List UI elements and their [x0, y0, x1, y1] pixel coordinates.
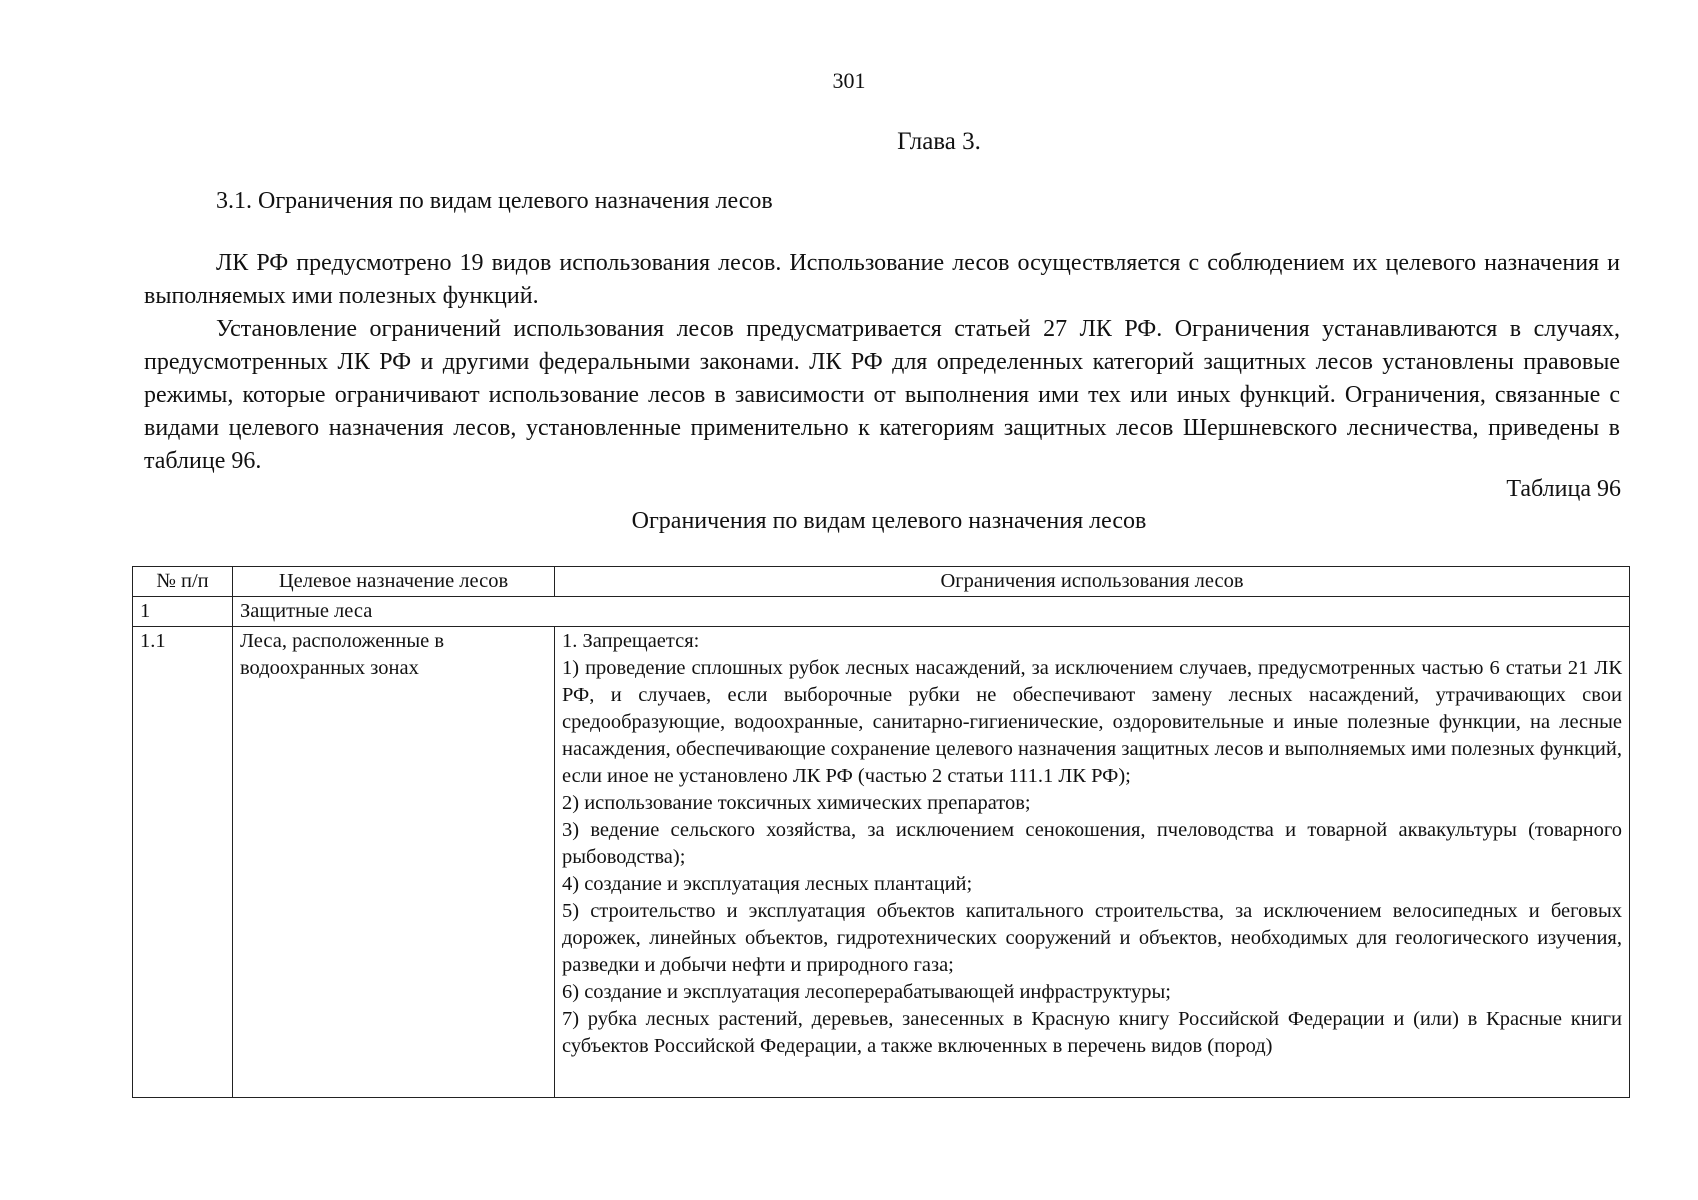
body-text: [144, 247, 1620, 478]
page-number: 301: [832, 68, 866, 93]
row-number: 1: [133, 597, 233, 627]
table-label: Таблица 96: [1506, 476, 1621, 502]
row-restrictions: [555, 627, 1630, 1098]
restriction-item: 1) проведение сплошных рубок лесных насаждений, за исключением случаев, предусмотренных частью 6 статьи 21 ЛК РФ, и случаев, если выборочные рубки не обеспечивают замену лесных насаждений, утрачивающих свои средообразующие, водоохранные, санитарно-гигиенические, оздоровительные и иные полезные функции, на лесные насаждения, обеспечивающие сохранение целевого назначения защитных лесов и выполняемых ими полезных функций, если иное не установлено ЛК РФ (частью 2 статьи 111.1 ЛК РФ);: [562, 657, 1622, 787]
restriction-item: 1. Запрещается:: [562, 630, 700, 652]
restrictions-table: [132, 566, 1630, 1098]
restriction-item: 6) создание и эксплуатация лесоперерабатывающей инфраструктуры;: [562, 981, 1171, 1003]
table-title: Ограничения по видам целевого назначения лесов: [631, 508, 1147, 534]
chapter-title: Глава 3.: [897, 128, 981, 155]
header-purpose: Целевое назначение лесов: [233, 567, 555, 597]
paragraph-intro: ЛК РФ предусмотрено 19 видов использования лесов. Использование лесов осуществляется с соблюдением их целевого назначения и выполняемых ими полезных функций.: [144, 250, 1620, 309]
restriction-item: 4) создание и эксплуатация лесных плантаций;: [562, 873, 973, 895]
restriction-item: 3) ведение сельского хозяйства, за исключением сенокошения, пчеловодства и товарной аквакультуры (товарного рыбоводства);: [562, 819, 1622, 868]
row-purpose: Защитные леса: [233, 597, 1630, 627]
restriction-item: 7) рубка лесных растений, деревьев, занесенных в Красную книгу Российской Федерации и (или) в Красные книги субъектов Российской Федерации, а также включенных в перечень видов (пород): [562, 1008, 1622, 1057]
section-heading: 3.1. Ограничения по видам целевого назначения лесов: [216, 188, 773, 214]
restriction-item: 5) строительство и эксплуатация объектов капитального строительства, за исключением велосипедных и беговых дорожек, линейных объектов, гидротехнических сооружений и объектов, необходимых для геологического изучения, разведки и добычи нефти и природного газа;: [562, 900, 1622, 976]
row-purpose: Леса, расположенные в водоохранных зонах: [233, 627, 555, 1098]
table-row: [133, 597, 1630, 627]
header-number: № п/п: [133, 567, 233, 597]
paragraph-restrictions: Установление ограничений использования лесов предусматривается статьей 27 ЛК РФ. Ограничения устанавливаются в случаях, предусмотренных ЛК РФ и другими федеральными законами. ЛК РФ для определенных категорий защитных лесов установлены правовые режимы, которые ограничивают использование лесов в зависимости от выполнения ими тех или иных функций. Ограничения, связанные с видами целевого назначения лесов, установленные применительно к категориям защитных лесов Шершневского лесничества, приведены в таблице 96.: [144, 316, 1620, 474]
table-header-row: [133, 567, 1630, 597]
restriction-item: 2) использование токсичных химических препаратов;: [562, 792, 1031, 814]
header-restrictions: Ограничения использования лесов: [555, 567, 1630, 597]
row-number: 1.1: [133, 627, 233, 1098]
table-row: [133, 627, 1630, 1098]
